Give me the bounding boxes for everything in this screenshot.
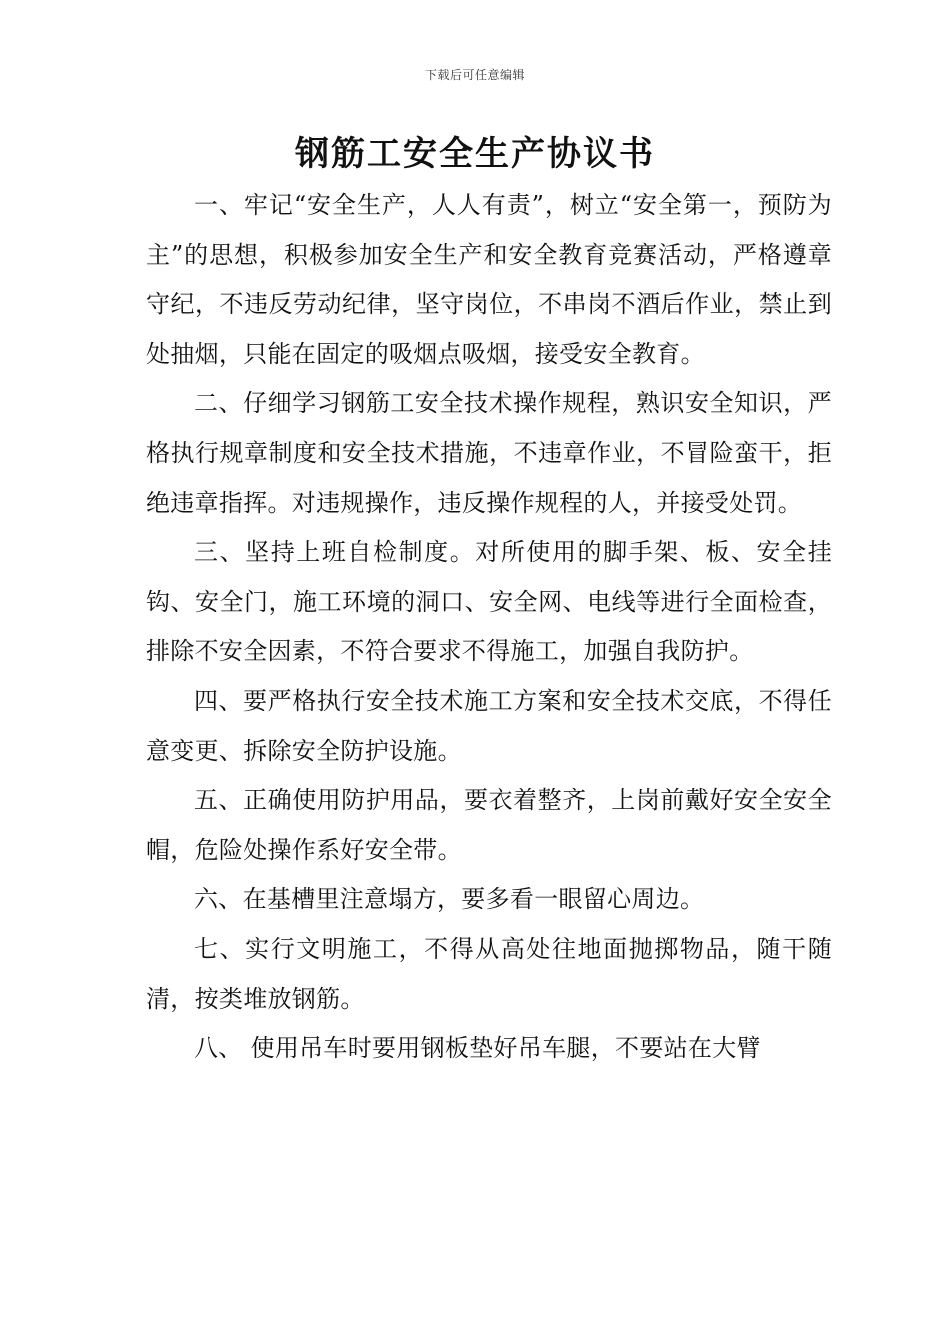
document-title: 钢筋工安全生产协议书 [295,134,655,174]
document-body [146,181,832,1074]
paragraph-5: 五、正确使用防护用品，要衣着整齐，上岗前戴好安全安全帽，危险处操作系好安全带。 [146,786,832,864]
paragraph-6: 六、在基槽里注意塌方，要多看一眼留心周边。 [194,885,705,914]
paragraph-4: 四、要严格执行安全技术施工方案和安全技术交底，不得任意变更、拆除安全防护设施。 [146,686,832,765]
paragraph-7: 七、实行文明施工，不得从高处往地面抛掷物品，随干随清，按类堆放钢筋。 [146,934,832,1013]
paragraph-1: 一、牢记“安全生产，人人有责”，树立“安全第一，预防为主”的思想，积极参加安全生产和安全教育竞赛活动，严格遵章守纪，不违反劳动纪律，坚守岗位，不串岗不酒后作业，禁止到处抽烟，只能在固定的吸烟点吸烟，接受安全教育。 [146,191,832,368]
header-note: 下载后可任意编辑 [424,68,525,82]
paragraph-3: 三、坚持上班自检制度。对所使用的脚手架、板、安全挂钩、安全门，施工环境的洞口、安全网、电线等进行全面检查，排除不安全因素，不符合要求不得施工，加强自我防护。 [146,538,832,666]
paragraph-2: 二、仔细学习钢筋工安全技术操作规程，熟识安全知识，严格执行规章制度和安全技术措施，不违章作业，不冒险蛮干，拒绝违章指挥。对违规操作，违反操作规程的人，并接受处罚。 [146,389,832,517]
paragraph-8: 八、 使用吊车时要用钢板垫好吊车腿，不要站在大臂 [194,1034,761,1063]
